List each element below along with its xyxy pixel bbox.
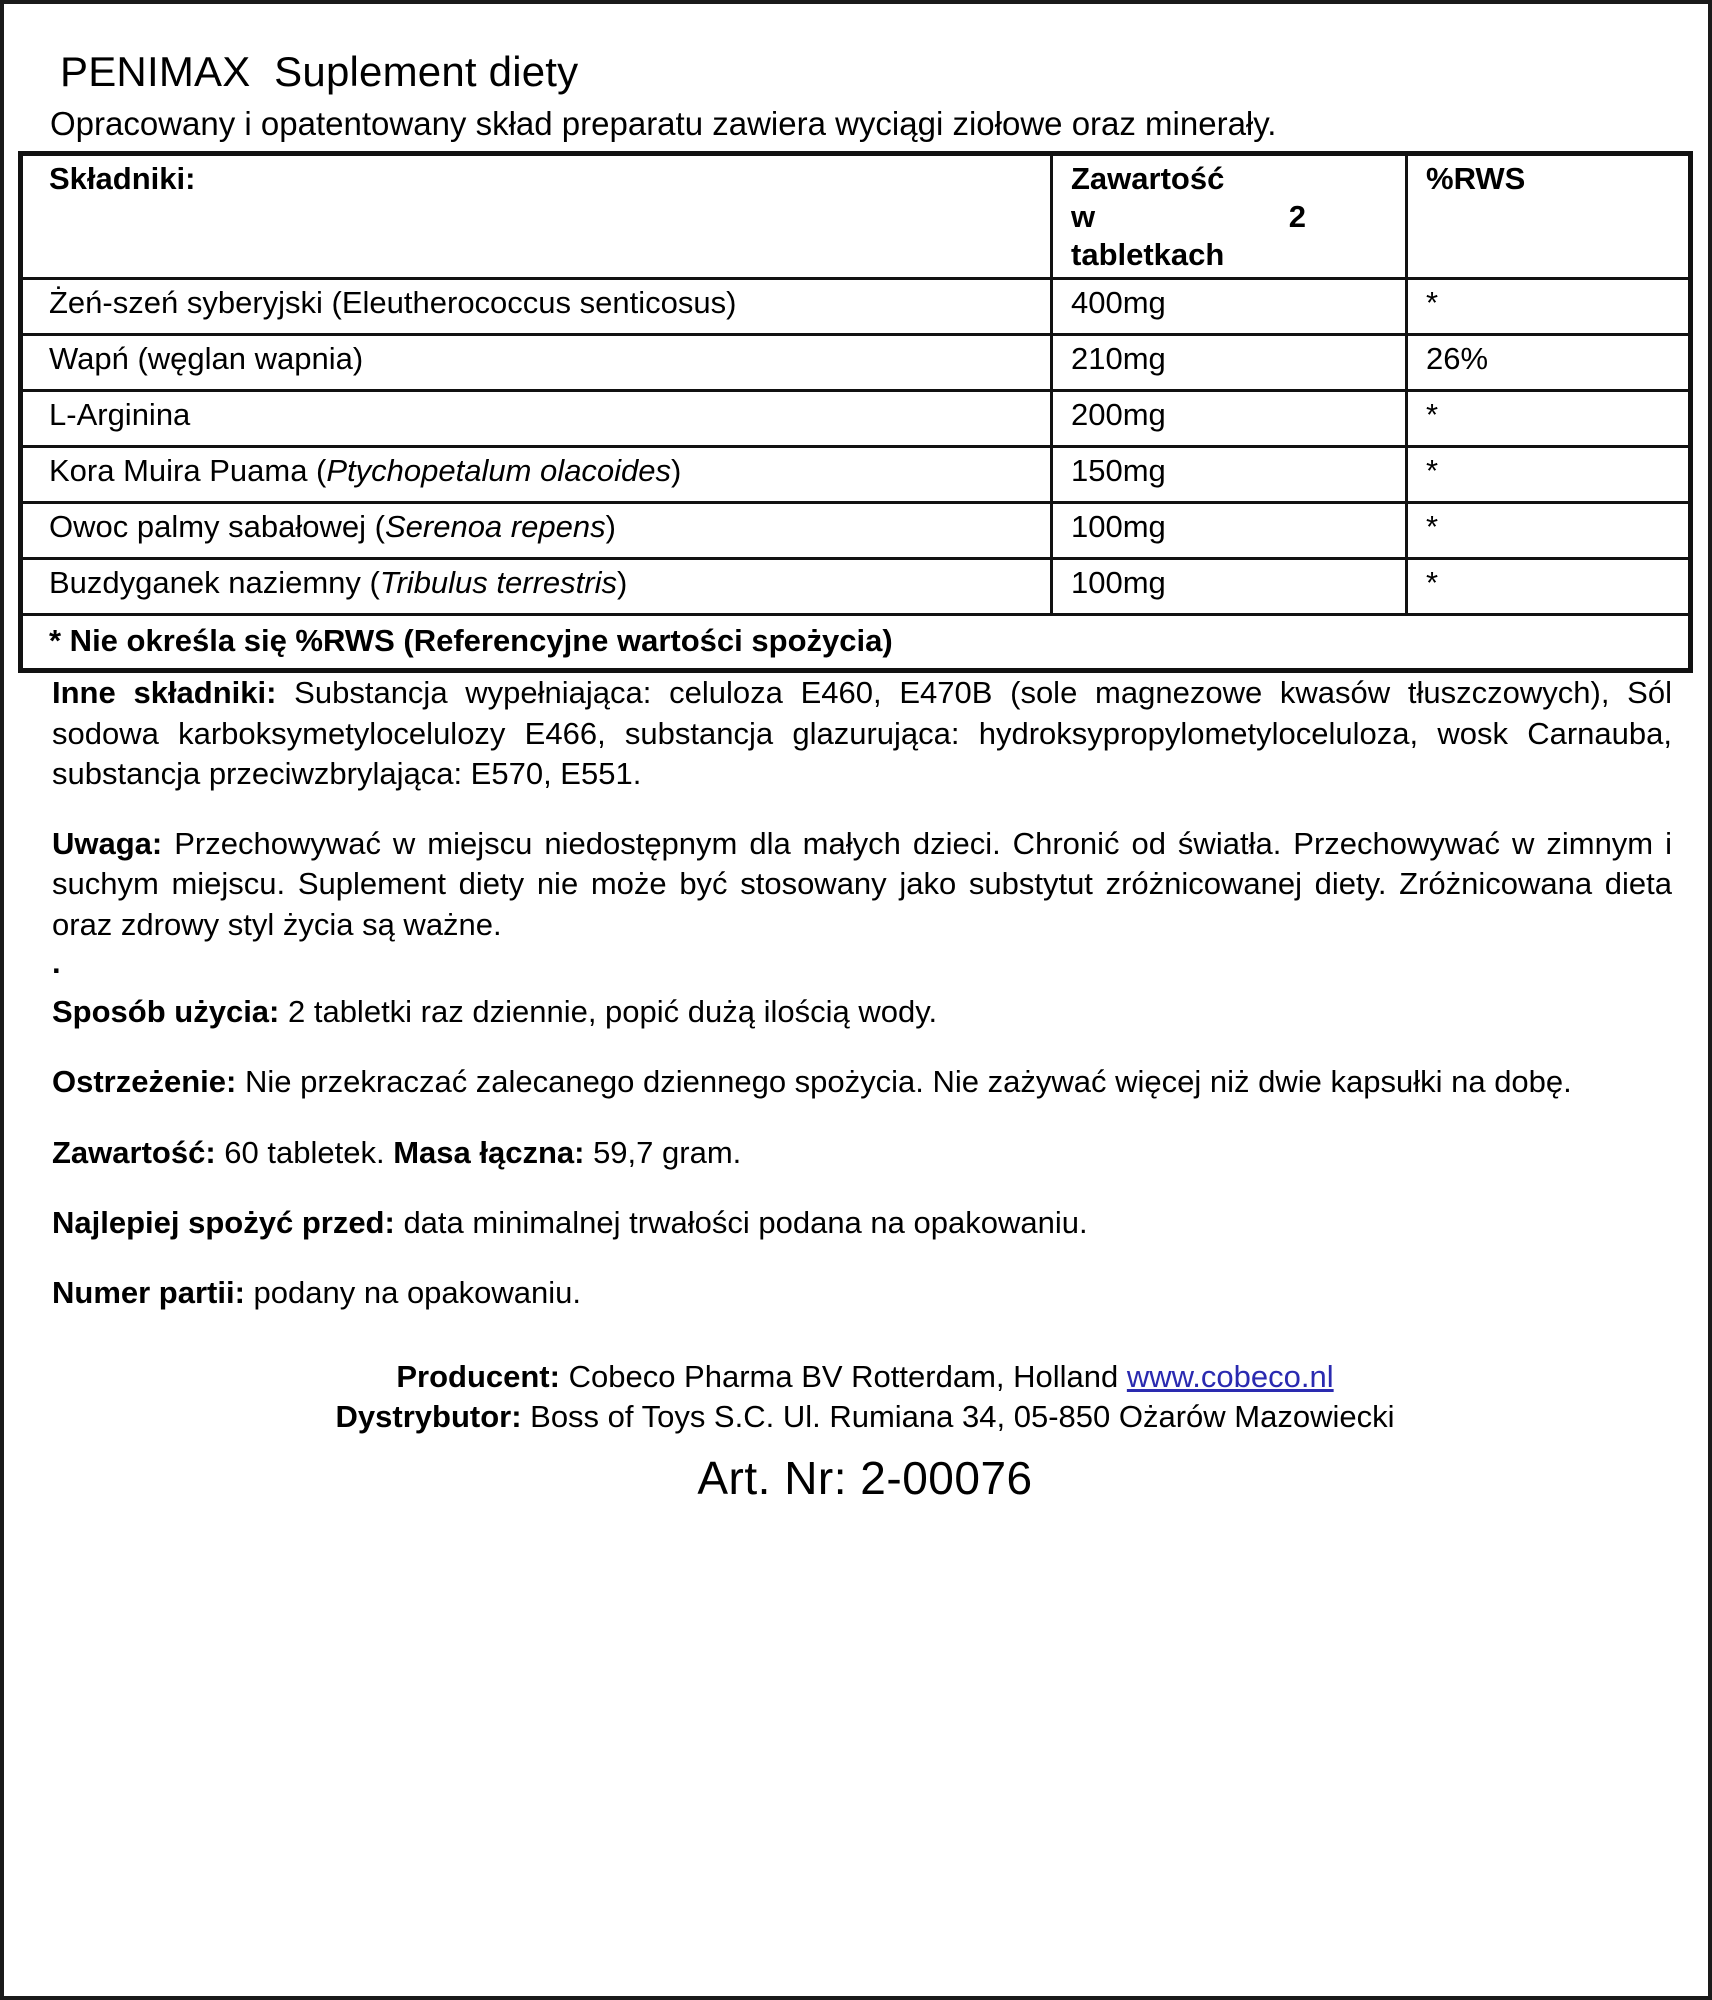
- usage-text: 2 tabletki raz dziennie, popić dużą ilością wody.: [279, 994, 938, 1029]
- ingredient-name: [21, 335, 1052, 391]
- ingredient-name-suffix: ): [605, 509, 616, 545]
- ingredient-common-name: Owoc palmy sabałowej (: [49, 509, 385, 545]
- rws-footnote: * Nie określa się %RWS (Referencyjne wartości spożycia): [21, 615, 1691, 671]
- table-row: [21, 335, 1691, 391]
- table-row: [21, 503, 1691, 559]
- ingredient-rws: 26%: [1407, 335, 1691, 391]
- producer-label: Producent:: [396, 1359, 560, 1395]
- table-row: [21, 559, 1691, 615]
- producer-line: [42, 1357, 1688, 1397]
- ingredient-name: [21, 503, 1052, 559]
- ingredient-rws: *: [1407, 447, 1691, 503]
- ingredient-rws: *: [1407, 503, 1691, 559]
- notice-label: Uwaga:: [52, 826, 163, 862]
- warning-paragraph: [52, 1062, 1672, 1102]
- ingredient-rws: *: [1407, 559, 1691, 615]
- total-mass-text: 59,7 gram.: [584, 1134, 742, 1170]
- ingredient-rws: *: [1407, 391, 1691, 447]
- ingredient-common-name: Wapń (węglan wapnia): [49, 341, 364, 377]
- article-number: Art. Nr: 2-00076: [697, 1451, 1033, 1504]
- nutrition-table: [18, 151, 1693, 673]
- page-title: PENIMAX Suplement diety: [60, 48, 579, 95]
- best-before-text: data minimalnej trwałości podana na opakowaniu.: [394, 1204, 1088, 1240]
- warning-text: Nie przekraczać zalecanego dziennego spożycia. Nie zażywać więcej niż dwie kapsułki na dobę.: [236, 1064, 1572, 1100]
- stray-period: .: [52, 945, 61, 980]
- table-row: [21, 447, 1691, 503]
- batch-number-label: Numer partii:: [52, 1275, 245, 1311]
- ingredient-name: [21, 279, 1052, 335]
- ingredient-latin-name: Serenoa repens: [384, 509, 606, 545]
- ingredient-amount: 400mg: [1052, 279, 1407, 335]
- contents-label: Zawartość:: [52, 1134, 216, 1170]
- ingredient-latin-name: Ptychopetalum olacoides: [326, 453, 672, 489]
- table-row: [21, 391, 1691, 447]
- contents-paragraph: [52, 1133, 1672, 1173]
- ingredient-amount: 150mg: [1052, 447, 1407, 503]
- notice-paragraph: [52, 824, 1672, 945]
- distributor-label: Dystrybutor:: [335, 1399, 522, 1435]
- other-ingredients-text: Substancja wypełniająca: celuloza E460, E470B (sole magnezowe kwasów tłuszczowych), Sól sodowa karboksymetylocelulozy E466, substancja glazurująca: hydroksypropylometyloceluloza, wosk Carnauba, substancja przeciwzbrylająca: E570, E551.: [52, 675, 1672, 791]
- product-subtitle: Opracowany i opatentowany skład preparatu zawiera wyciągi ziołowe oraz minerały.: [50, 105, 1277, 143]
- footer: [42, 1357, 1688, 1507]
- producer-text: Cobeco Pharma BV Rotterdam, Holland: [559, 1359, 1127, 1395]
- ingredient-name-suffix: ): [616, 565, 628, 601]
- table-footnote-row: [21, 615, 1691, 671]
- ingredient-common-name: Kora Muira Puama (: [49, 453, 327, 489]
- ingredient-amount: 100mg: [1052, 559, 1407, 615]
- ingredient-common-name: Buzdyganek naziemny (: [49, 565, 380, 601]
- header-amount-count: 2: [1288, 198, 1306, 234]
- usage-label: Sposób użycia:: [52, 994, 280, 1029]
- ingredient-amount: 200mg: [1052, 391, 1407, 447]
- best-before-paragraph: [52, 1203, 1672, 1243]
- ingredient-latin-name: Tribulus terrestris: [379, 565, 617, 601]
- ingredient-name: [21, 559, 1052, 615]
- table-header-row: [21, 153, 1691, 278]
- distributor-line: [42, 1397, 1688, 1437]
- ingredient-rws: *: [1407, 279, 1691, 335]
- contents-text: 60 tabletek.: [215, 1134, 394, 1170]
- batch-number-text: podany na opakowaniu.: [244, 1275, 582, 1311]
- ingredient-amount: 100mg: [1052, 503, 1407, 559]
- header-rws: %RWS: [1407, 153, 1691, 278]
- header-amount-line1: Zawartość: [1071, 160, 1225, 196]
- warning-label: Ostrzeżenie:: [52, 1064, 237, 1100]
- label-body-text: [52, 673, 1672, 1313]
- header-amount: [1052, 153, 1407, 278]
- ingredient-common-name: Żeń-szeń syberyjski: [49, 285, 332, 321]
- batch-number-paragraph: [52, 1273, 1672, 1313]
- header-ingredients: Składniki:: [21, 153, 1052, 278]
- other-ingredients-paragraph: [52, 673, 1672, 794]
- header-amount-w: w: [1071, 198, 1096, 234]
- ingredient-name-suffix: ): [671, 453, 682, 489]
- header-amount-line3: tabletkach: [1071, 236, 1225, 272]
- other-ingredients-label: Inne składniki:: [52, 675, 277, 711]
- ingredient-common-name: L-Arginina: [49, 397, 191, 433]
- ingredient-latin-name: (Eleutherococcus senticosus): [331, 285, 737, 321]
- ingredient-amount: 210mg: [1052, 335, 1407, 391]
- ingredient-name: [21, 391, 1052, 447]
- distributor-text: Boss of Toys S.C. Ul. Rumiana 34, 05-850 Ożarów Mazowiecki: [521, 1399, 1395, 1435]
- usage-paragraph: [52, 992, 1672, 1032]
- table-row: [21, 279, 1691, 335]
- best-before-label: Najlepiej spożyć przed:: [52, 1204, 395, 1240]
- notice-text: Przechowywać w miejscu niedostępnym dla małych dzieci. Chronić od światła. Przechowywać w zimnym i suchym miejscu. Suplement diety nie może być stosowany jako substytut zróżnicowanej diety. Zróżnicowana dieta oraz zdrowy styl życia są ważne.: [52, 826, 1672, 942]
- label-content: [42, 48, 1688, 1508]
- cobeco-website-link[interactable]: www.cobeco.nl: [1126, 1359, 1334, 1395]
- total-mass-label: Masa łączna:: [393, 1134, 585, 1170]
- ingredient-name: [21, 447, 1052, 503]
